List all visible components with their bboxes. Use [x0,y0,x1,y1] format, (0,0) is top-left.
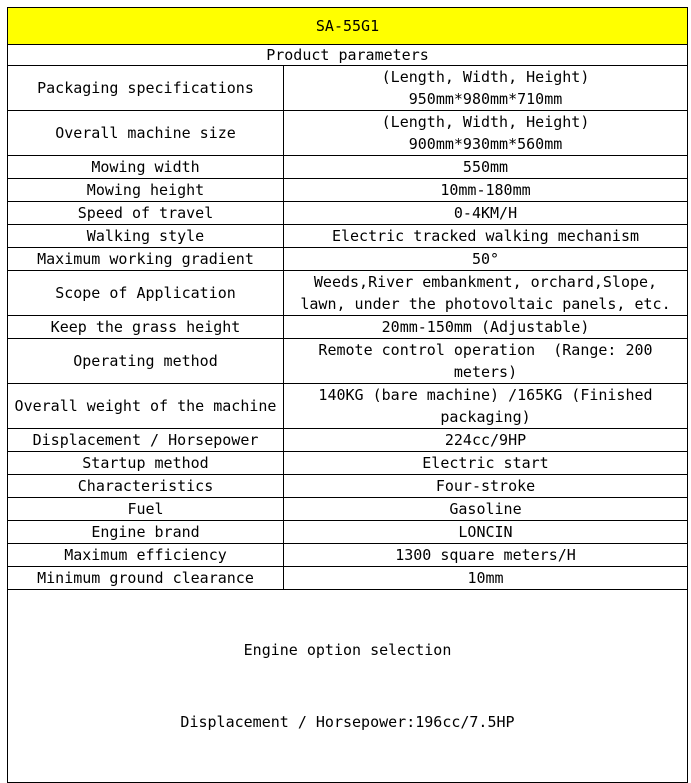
parameter-value-line: Electric start [422,454,549,472]
spec-table [7,7,688,783]
table-row [8,544,688,567]
parameter-value [284,475,688,498]
parameter-value-line: 10mm-180mm [440,181,531,199]
table-row [8,475,688,498]
table-row [8,316,688,339]
parameter-value-line: 20mm-150mm (Adjustable) [381,318,590,336]
table-row [8,248,688,271]
table-row [8,567,688,590]
parameter-value-line: Gasoline [449,500,522,518]
table-row [8,429,688,452]
parameter-value-line: 1300 square meters/H [395,546,576,564]
table-row [8,339,688,384]
table-row [8,66,688,111]
parameter-label: Keep the grass height [8,316,284,339]
parameter-value [284,567,688,590]
parameter-label: Maximum working gradient [8,248,284,271]
table-row [8,498,688,521]
footer-row [8,590,688,783]
table-row [8,156,688,179]
parameter-value-line: 140KG (bare machine) /165KG (Finished [318,386,653,404]
parameter-value-line: 10mm [467,569,504,587]
parameter-value [284,498,688,521]
engine-option-cell [8,590,688,783]
parameter-value-line: 50° [471,250,500,268]
parameter-value-line: (Length, Width, Height) [381,68,590,86]
parameter-value-line: Four-stroke [435,477,536,495]
parameter-value [284,156,688,179]
parameter-value [284,339,688,384]
parameter-value [284,452,688,475]
parameter-value [284,384,688,429]
parameter-value-line: 550mm [462,158,509,176]
parameter-label: Engine brand [8,521,284,544]
parameter-label: Startup method [8,452,284,475]
table-row [8,521,688,544]
parameter-value-line: 900mm*930mm*560mm [408,135,563,153]
parameter-label: Overall machine size [8,111,284,156]
parameter-value-line: Remote control operation (Range: 200 [318,341,653,359]
parameter-value [284,111,688,156]
engine-option-detail: Displacement / Horsepower:196cc/7.5HP [180,713,515,731]
parameter-label: Scope of Application [8,271,284,316]
parameter-value-line: 224cc/9HP [444,431,527,449]
parameter-label: Walking style [8,225,284,248]
parameter-value [284,248,688,271]
parameter-label: Mowing width [8,156,284,179]
parameter-label: Minimum ground clearance [8,567,284,590]
table-row [8,179,688,202]
parameter-label: Displacement / Horsepower [8,429,284,452]
engine-option-heading: Engine option selection [243,641,452,659]
parameter-label: Operating method [8,339,284,384]
table-row [8,452,688,475]
parameter-value-line: Electric tracked walking mechanism [331,227,640,245]
section-row [8,45,688,66]
parameter-value [284,271,688,316]
parameter-label: Speed of travel [8,202,284,225]
parameter-value-line: packaging) [440,408,531,426]
parameter-label: Maximum efficiency [8,544,284,567]
title-row [8,8,688,45]
parameter-value [284,66,688,111]
parameter-value-line: 0-4KM/H [453,204,518,222]
parameter-value-line: LONCIN [458,523,513,541]
parameter-value-line: lawn, under the photovoltaic panels, etc. [300,295,671,313]
parameter-value [284,521,688,544]
parameter-value [284,202,688,225]
table-row [8,384,688,429]
parameter-value [284,429,688,452]
table-row [8,225,688,248]
table-row [8,202,688,225]
parameter-value-line: 950mm*980mm*710mm [408,90,563,108]
section-header: Product parameters [8,45,688,66]
parameter-value-line: (Length, Width, Height) [381,113,590,131]
parameter-value [284,225,688,248]
model-title: SA-55G1 [8,8,688,45]
table-row [8,111,688,156]
table-row [8,271,688,316]
parameter-label: Overall weight of the machine [8,384,284,429]
parameter-value [284,544,688,567]
parameter-label: Mowing height [8,179,284,202]
parameter-label: Fuel [8,498,284,521]
parameter-value [284,316,688,339]
parameter-label: Characteristics [8,475,284,498]
parameter-label: Packaging specifications [8,66,284,111]
parameter-value-line: meters) [453,363,518,381]
parameter-value [284,179,688,202]
parameter-value-line: Weeds,River embankment, orchard,Slope, [313,273,658,291]
